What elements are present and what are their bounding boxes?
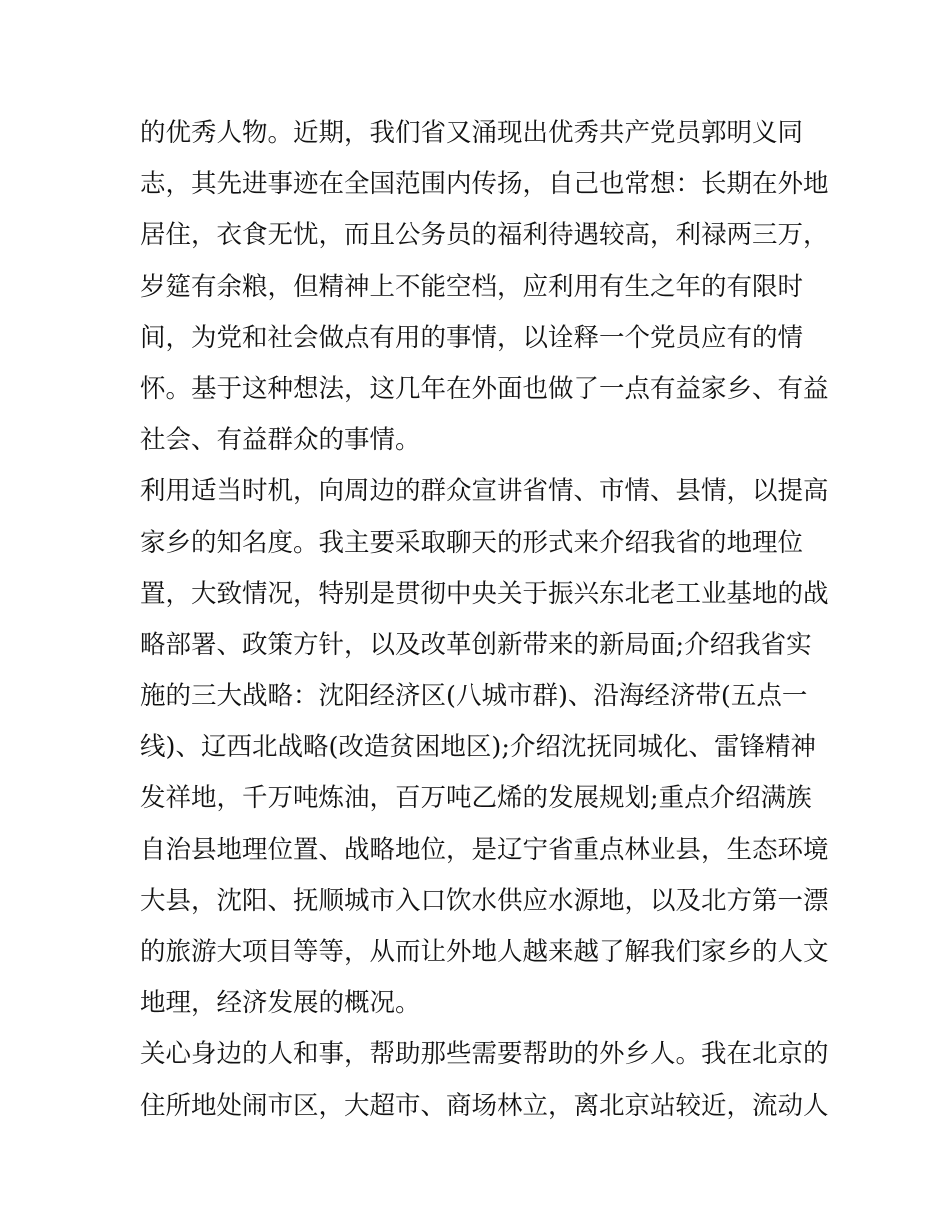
text-line: 居住，衣食无忧，而且公务员的福利待遇较高，利禄两三万， [140, 220, 829, 251]
text-line: 间，为党和社会做点有用的事情，以诠释一个党员应有的情 [140, 322, 804, 353]
text-line: 关心身边的人和事，帮助那些需要帮助的外乡人。我在北京的 [140, 1039, 829, 1070]
text-line: 住所地处闹市区，大超市、商场林立，离北京站较近，流动人 [140, 1090, 829, 1121]
text-line: 社会、有益群众的事情。 [140, 425, 421, 456]
text-line: 施的三大战略：沈阳经济区(八城市群)、沿海经济带(五点一 [140, 681, 808, 712]
text-line: 利用适当时机，向周边的群众宣讲省情、市情、县情，以提高 [140, 476, 829, 507]
text-line: 志，其先进事迹在全国范围内传扬，自己也常想：长期在外地 [140, 169, 829, 200]
text-line: 线)、辽西北战略(改造贫困地区);介绍沈抚同城化、雷锋精神 [140, 732, 816, 763]
text-line: 怀。基于这种想法，这几年在外面也做了一点有益家乡、有益 [140, 373, 829, 404]
text-line: 岁筵有余粮，但精神上不能空档，应利用有生之年的有限时 [140, 271, 804, 302]
document-body [140, 108, 829, 1132]
text-line: 家乡的知名度。我主要采取聊天的形式来介绍我省的地理位 [140, 527, 804, 558]
text-line: 发祥地，千万吨炼油，百万吨乙烯的发展规划;重点介绍满族 [140, 783, 812, 814]
text-line: 自治县地理位置、战略地位，是辽宁省重点林业县，生态环境 [140, 834, 829, 865]
text-line: 大县，沈阳、抚顺城市入口饮水供应水源地，以及北方第一漂 [140, 885, 829, 916]
text-line: 的优秀人物。近期，我们省又涌现出优秀共产党员郭明义同 [140, 118, 804, 148]
text-line: 置，大致情况，特别是贯彻中央关于振兴东北老工业基地的战 [140, 578, 829, 609]
text-line: 略部署、政策方针，以及改革创新带来的新局面;介绍我省实 [140, 629, 812, 660]
text-line: 的旅游大项目等等，从而让外地人越来越了解我们家乡的人文 [140, 937, 829, 967]
text-line: 地理，经济发展的概况。 [140, 988, 421, 1019]
